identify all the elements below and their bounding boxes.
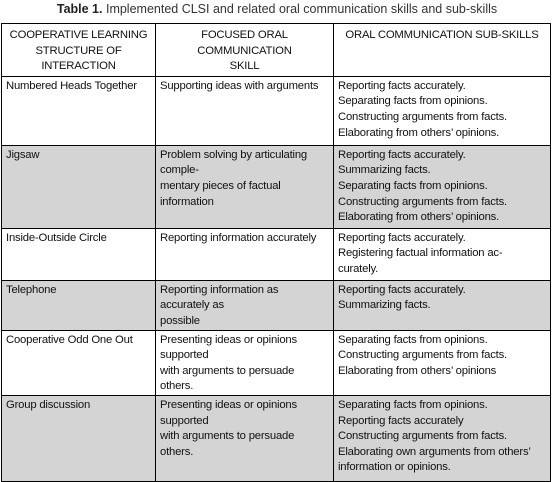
subskill-line: Reporting facts accurately. [338,231,466,244]
table-row [2,395,551,481]
cell-structure: Numbered Heads Together [2,76,156,145]
subskill-line: Elaborating from others’ opinions. [338,126,500,139]
header-structure: COOPERATIVE LEARNING STRUCTURE OF INTERACTION [2,24,156,77]
skill-line: Reporting information as accurately as [160,283,279,312]
table-row [2,145,551,228]
cell-structure: Jigsaw [2,145,156,228]
cell-skill [156,330,334,395]
skill-line: Supporting ideas with arguments [160,79,319,92]
table-caption-text: Implemented CLSI and related oral communication skills and sub-skills [105,2,498,16]
skill-line: with arguments to persuade others. [160,430,295,458]
subskill-line: Separating facts from opinions. [338,95,488,108]
skills-table [1,23,551,482]
subskill-line: Summarizing facts. [338,299,431,312]
table-row [2,76,551,145]
cell-subskills [334,76,551,145]
subskill-line: Reporting facts accurately. [338,283,466,296]
table-row [2,228,551,280]
table-header-row [2,24,551,77]
subskill-line: Reporting facts accurately. [338,148,466,161]
subskill-line: Constructing arguments from facts. [338,110,507,123]
skill-line: Reporting information accurately [160,231,317,244]
subskill-line: Constructing arguments from facts. [338,195,507,208]
cell-subskills [334,228,551,280]
cell-structure: Inside-Outside Circle [2,228,156,280]
subskill-line: Reporting facts accurately [338,414,464,427]
subskill-line: information or opinions. [338,461,451,474]
header-subskills: ORAL COMMUNICATION SUB-SKILLS [334,24,551,77]
cell-subskills [334,280,551,330]
subskill-line: Separating facts from opinions. [338,398,488,411]
cell-structure: Group discussion [2,395,156,481]
subskill-line: Elaborating from others’ opinions [338,364,497,377]
skill-line: Problem solving by articulating comple- [160,148,308,177]
cell-structure: Telephone [2,280,156,330]
subskill-line: Registering factual information ac- [338,247,503,260]
skill-line: with arguments to persuade others. [160,364,295,393]
cell-skill [156,228,334,280]
skill-line: Presenting ideas or opinions supported [160,333,297,362]
cell-subskills [334,395,551,481]
header-skill: FOCUSED ORAL COMMUNICATION SKILL [156,24,334,77]
cell-subskills [334,330,551,395]
skill-line: Presenting ideas or opinions supported [160,398,297,427]
table-caption-label: Table 1. [56,2,103,16]
subskill-line: Separating facts from opinions. [338,333,488,346]
skill-line: mentary pieces of factual information [160,179,281,208]
subskill-line: Reporting facts accurately. [338,79,466,92]
cell-structure: Cooperative Odd One Out [2,330,156,395]
subskill-line: Separating facts from opinions. [338,179,488,192]
subskill-line: Summarizing facts. [338,164,431,177]
subskill-line: Elaborating own arguments from others’ [338,445,531,458]
table-row [2,280,551,330]
table-caption [0,2,554,16]
cell-skill [156,395,334,481]
cell-skill [156,145,334,228]
subskill-line: curately. [338,262,379,275]
skill-line: possible [160,314,200,327]
table-row [2,330,551,395]
subskill-line: Elaborating from others’ opinions. [338,211,500,224]
cell-subskills [334,145,551,228]
cell-skill [156,76,334,145]
subskill-line: Constructing arguments from facts. [338,430,507,443]
cell-skill [156,280,334,330]
subskill-line: Constructing arguments from facts. [338,349,507,362]
